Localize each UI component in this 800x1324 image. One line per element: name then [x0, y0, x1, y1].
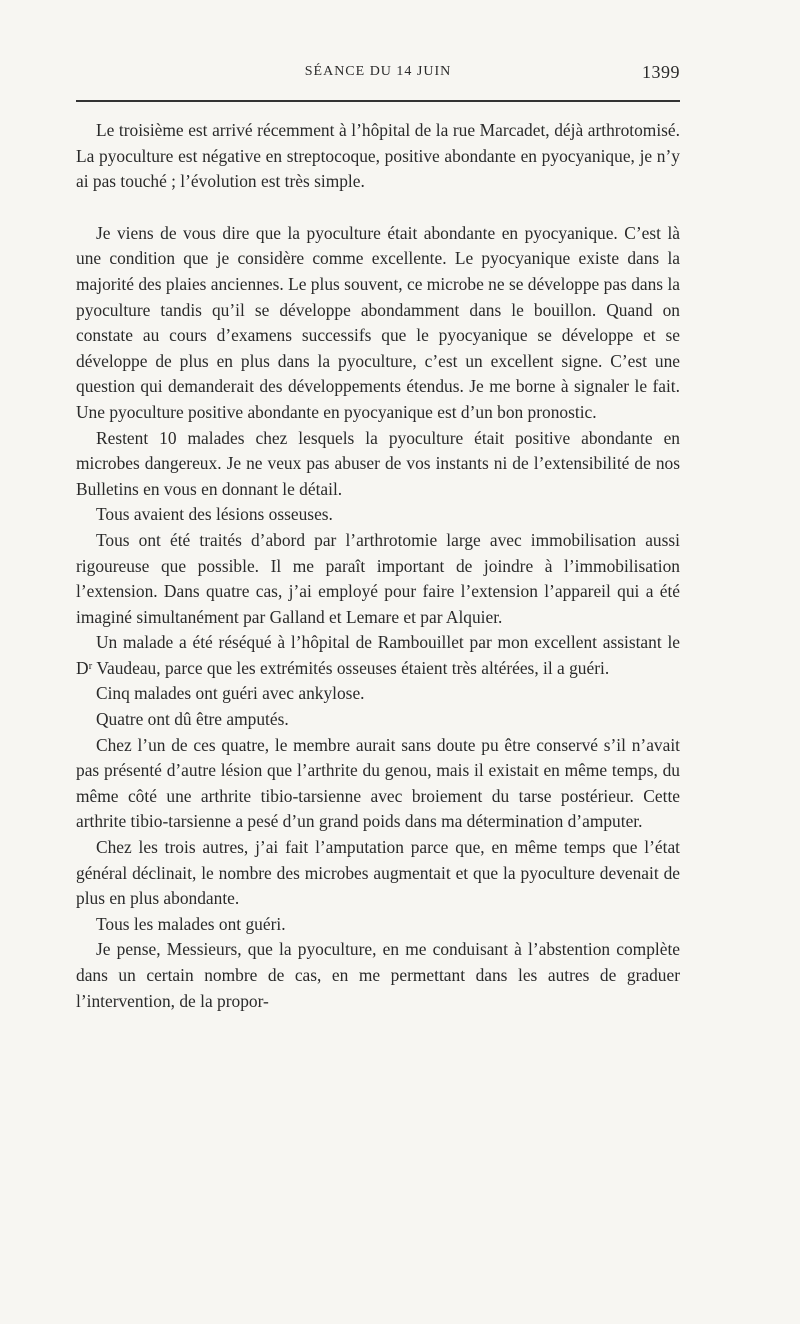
- paragraph: Je viens de vous dire que la pyoculture était abondante en pyocyanique. C’est là une condition que je considère comme excellente. Le pyocyanique existe dans la majorité des plaies anciennes. Le plus souvent, ce microbe ne se développe pas dans la pyoculture tandis qu’il se développe abondamment dans le bouillon. Quand on constate au cours d’examens successifs que le pyocyanique se développe et se développe de plus en plus dans la pyoculture, c’est un excellent signe. C’est une question qui demanderait des développements étendus. Je me borne à signaler le fait. Une pyoculture positive abondante en pyocyanique est d’un bon pronostic.: [76, 222, 680, 422]
- paragraph: Chez les trois autres, j’ai fait l’amputation parce que, en même temps que l’état général déclinait, le nombre des microbes augmentait et que la pyoculture devenait de plus en plus abondante.: [76, 837, 680, 909]
- paragraph: Tous avaient des lésions osseuses.: [96, 504, 333, 525]
- paragraph: Cinq malades ont guéri avec ankylose.: [96, 683, 365, 704]
- paragraph: Quatre ont dû être amputés.: [96, 709, 289, 730]
- paragraph: Tous ont été traités d’abord par l’arthrotomie large avec immobilisation aussi rigoureuse que possible. Il me paraît important de joindre à l’immobilisation l’extension. Dans quatre cas, j’ai employé pour faire l’extension l’appareil qui a été imaginé simultanément par Galland et Lemare et par Alquier.: [76, 529, 680, 627]
- body-text: [76, 118, 680, 1014]
- header-rule: [76, 100, 680, 102]
- running-title: SÉANCE DU 14 JUIN: [304, 64, 452, 79]
- page-header: [76, 62, 680, 88]
- paragraph: Le troisième est arrivé récemment à l’hôpital de la rue Marcadet, déjà arthrotomisé. La pyoculture est négative en streptocoque, positive abondante en pyocyanique, je n’y ai pas touché ; l’évolution est très simple.: [76, 120, 680, 192]
- page: [76, 0, 680, 1324]
- paragraph: Je pense, Messieurs, que la pyoculture, en me conduisant à l’abstention complète dans un certain nombre de cas, en me permettant dans les autres de graduer l’intervention, de la propor-: [76, 939, 680, 1011]
- paragraph: Tous les malades ont guéri.: [96, 913, 286, 934]
- paragraph: Restent 10 malades chez lesquels la pyoculture était positive abondante en microbes dangereux. Je ne veux pas abuser de vos instants ni de l’extensibilité de nos Bulletins en vous en donnant le détail.: [76, 427, 680, 499]
- page-number: 1399: [642, 62, 680, 82]
- paragraph: Chez l’un de ces quatre, le membre aurait sans doute pu être conservé s’il n’avait pas présenté d’autre lésion que l’arthrite du genou, mais il existait en même temps, du même côté une arthrite tibio-tarsienne avec broiement du tarse postérieur. Cette arthrite tibio-tarsienne a pesé d’un grand poids dans ma détermination d’amputer.: [76, 734, 680, 832]
- paragraph: Un malade a été réséqué à l’hôpital de Rambouillet par mon excellent assistant le Dʳ Vaudeau, parce que les extrémités osseuses étaient très altérées, il a guéri.: [76, 632, 680, 678]
